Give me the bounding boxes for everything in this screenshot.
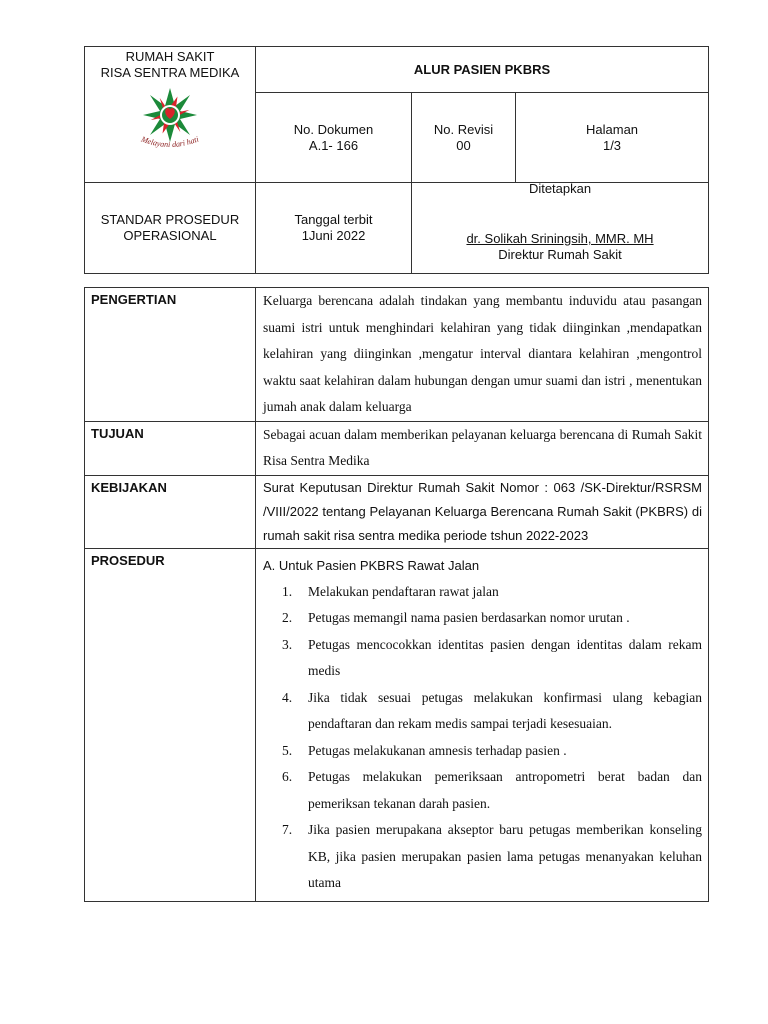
hospital-name-line2: RISA SENTRA MEDIKA	[100, 65, 240, 80]
page-cell	[516, 93, 709, 183]
sop-line1: STANDAR PROSEDUR	[100, 212, 240, 227]
document-title-cell	[256, 47, 709, 93]
logo-motto-text: Melayani dari hati	[140, 134, 201, 150]
revision-value: 00	[456, 137, 471, 153]
hospital-identity-cell	[85, 47, 256, 183]
list-item	[282, 764, 702, 817]
list-item	[282, 632, 702, 685]
sop-line2: OPERASIONAL	[123, 228, 217, 243]
list-item	[282, 817, 702, 897]
list-item	[282, 605, 702, 632]
prosedur-label: PROSEDUR	[85, 548, 256, 901]
step-number: 7.	[282, 822, 293, 837]
step-number: 4.	[282, 689, 293, 705]
doc-number-label: No. Dokumen	[293, 121, 374, 137]
step-number: 6.	[282, 769, 293, 784]
step-text: Petugas melakukan pemeriksaan antropometri berat badan dan pemeriksan tekanan darah pasien.	[308, 769, 702, 811]
issue-date-value: 1Juni 2022	[301, 228, 366, 243]
step-text: Jika pasien merupakana akseptor baru petugas memberikan konseling KB, jika pasien merupakan pasien lama petugas menanyakan keluhan utama	[308, 822, 702, 890]
list-item	[282, 579, 702, 606]
tujuan-text: Sebagai acuan dalam memberikan pelayanan keluarga berencana di Rumah Sakit Risa Sentra Medika	[263, 426, 702, 468]
kebijakan-cell	[256, 475, 709, 548]
step-number: 3.	[282, 636, 293, 652]
step-text: Jika tidak sesuai petugas melakukan konfirmasi ulang kebagian pendaftaran dan rekam medis sampai terjadi kesesuaian.	[308, 689, 702, 731]
hospital-logo	[85, 87, 255, 153]
document-header-table	[84, 46, 709, 274]
tujuan-label: TUJUAN	[85, 421, 256, 475]
page-value: 1/3	[602, 137, 622, 153]
kebijakan-label: KEBIJAKAN	[85, 475, 256, 548]
step-number: 5.	[282, 742, 293, 758]
issue-date-cell	[256, 183, 412, 274]
sop-cell	[85, 183, 256, 274]
pengertian-text: Keluarga berencana adalah tindakan yang membantu induvidu atau pasangan suami istri untuk menghindari kelahiran yang tidak diinginkan ,mendapatkan kelahiran yang diinginkan ,mengatur interval diantara kelahiran ,mengontrol waktu saat kelahiran dalam hubungan dengan umur suami dan istri , menentukan jumah anak dalam keluarga	[263, 293, 702, 414]
doc-number-cell	[256, 93, 412, 183]
list-item	[282, 685, 702, 738]
page-label: Halaman	[586, 121, 639, 137]
step-text: Melakukan pendaftaran rawat jalan	[308, 583, 499, 599]
prosedur-list	[256, 579, 708, 901]
step-number: 2.	[282, 610, 293, 625]
revision-label: No. Revisi	[433, 121, 494, 137]
step-text: Petugas mencocokkan identitas pasien dengan identitas dalam rekam medis	[308, 636, 702, 678]
step-number: 1.	[282, 583, 293, 599]
tujuan-cell	[256, 421, 709, 475]
prosedur-heading: A. Untuk Pasien PKBRS Rawat Jalan	[263, 557, 480, 573]
list-item	[282, 738, 702, 765]
director-name: dr. Solikah Sriningsih, MMR. MH	[466, 231, 654, 246]
director-title: Direktur Rumah Sakit	[498, 247, 622, 262]
issue-date-label: Tanggal terbit	[294, 212, 373, 227]
prosedur-cell	[256, 548, 709, 901]
approved-label: Ditetapkan	[528, 181, 592, 196]
hospital-name-line1: RUMAH SAKIT	[125, 49, 215, 64]
step-text: Petugas memangil nama pasien berdasarkan nomor urutan .	[308, 610, 630, 625]
step-text: Petugas melakukanan amnesis terhadap pasien .	[308, 742, 567, 758]
pengertian-cell	[256, 288, 709, 422]
doc-number-value: A.1- 166	[308, 137, 359, 153]
document-title: ALUR PASIEN PKBRS	[413, 61, 551, 77]
kebijakan-text: Surat Keputusan Direktur Rumah Sakit Nomor : 063 /SK-Direktur/RSRSM /VIII/2022 tentang Pelayanan Keluarga Berencana Rumah Sakit (PKBRS) di rumah sakit risa sentra medika periode tshun 2022-2023	[263, 479, 702, 543]
approval-cell	[412, 183, 709, 274]
revision-cell	[412, 93, 516, 183]
logo-star-icon	[143, 88, 197, 142]
sop-content-table	[84, 287, 709, 902]
pengertian-label: PENGERTIAN	[85, 288, 256, 422]
